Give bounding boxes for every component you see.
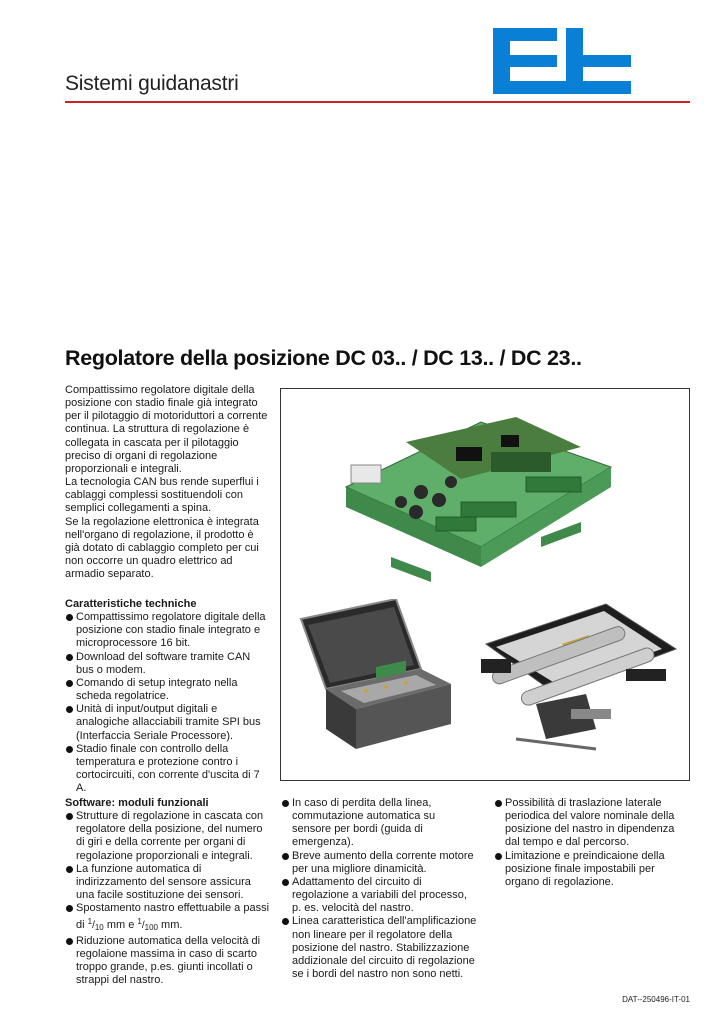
list-item: Adattamento del circuito di regolazione a variabili del processo, p. es. velocità del nastro. bbox=[281, 876, 477, 915]
software-modules-col3 bbox=[494, 797, 690, 889]
list-item: Comando di setup integrato nella scheda regolatrice. bbox=[65, 677, 271, 703]
list-item: Stadio finale con controllo della temperatura e protezione contro i cortocircuiti, con corrente d'uscita di 7 A. bbox=[65, 743, 271, 796]
bullet-icon bbox=[66, 654, 73, 661]
list-item: Compattissimo regolatore digitale della posizione con stadio finale integrato e microprocessore 16 bit. bbox=[65, 611, 271, 650]
list-item: Possibilità di traslazione laterale periodica del valore nominale della posizione del nastro in dipendenza dal tempo e dal percorso. bbox=[494, 797, 690, 850]
list-item: Spostamento nastro effettuabile a passi di $^1/_{10}$ mm e $^1/_{100}$ mm. bbox=[65, 902, 271, 934]
technical-features-heading: Caratteristiche techniche bbox=[65, 598, 197, 610]
intro-paragraph: Compattissimo regolatore digitale della posizione con stadio finale già integrato per il pilotaggio di motoriduttori a corrente continua. La struttura di regolazione è collegata in cascata per il pilotaggio preciso di organi di regolazione proporzionali e integrali. bbox=[65, 384, 268, 475]
technical-features bbox=[65, 598, 271, 795]
controller-board-image bbox=[341, 407, 616, 582]
fraction-hundredth: $^1/_{100}$ bbox=[137, 917, 158, 933]
roller-guide-image bbox=[476, 599, 681, 759]
list-item: Download del software tramite CAN bus o modem. bbox=[65, 651, 271, 677]
section-title: Sistemi guidanastri bbox=[65, 72, 239, 95]
company-logo bbox=[493, 28, 631, 94]
list-item: Linea caratteristica dell'amplificazione non lineare per il regolatore della posizione del nastro. Stabilizzazione addizionale del circuito di regolazione se i bordi del nastro non sono netti. bbox=[281, 915, 477, 981]
software-modules-heading: Software: moduli funzionali bbox=[65, 797, 209, 809]
intro-paragraph: Se la regolazione elettronica è integrata nell'organo di regolazione, il prodotto è già dotato di cablaggio completo per cui non occorre un quadro elettrico ad armadio separato. bbox=[65, 515, 259, 581]
list-item: Breve aumento della corrente motore per una migliore dinamicità. bbox=[281, 850, 477, 876]
intro-text bbox=[65, 384, 271, 581]
product-photos bbox=[280, 388, 690, 781]
list-item: In caso di perdita della linea, commutazione automatica su sensore per bordi (guida di emergenza). bbox=[281, 797, 477, 850]
bullet-icon bbox=[66, 813, 73, 820]
product-title: Regolatore della posizione DC 03.. / DC 13.. / DC 23.. bbox=[65, 346, 582, 370]
header-rule bbox=[65, 101, 690, 103]
fraction-tenth: $^1/_{10}$ bbox=[87, 917, 104, 933]
bullet-icon bbox=[66, 746, 73, 753]
bullet-icon bbox=[282, 853, 289, 860]
bullet-icon bbox=[282, 879, 289, 886]
list-item: La funzione automatica di indirizzamento del sensore assicura una facile sostituzione dei sensori. bbox=[65, 863, 271, 902]
list-item: Limitazione e preindicaione della posizione finale impostabili per organo di regolazione. bbox=[494, 850, 690, 889]
bullet-icon bbox=[282, 800, 289, 807]
list-item: Riduzione automatica della velocità di regolaione massima in caso di scarto troppo grande, p.es. giunti incollati o strappi del nastro. bbox=[65, 935, 271, 988]
bullet-icon bbox=[66, 905, 73, 912]
bullet-icon bbox=[66, 614, 73, 621]
software-modules-col2 bbox=[281, 797, 477, 981]
technical-features-list bbox=[65, 611, 271, 795]
bullet-icon bbox=[282, 918, 289, 925]
list-item: Unità di input/output digitali e analogiche allacciabili tramite SPI bus (Interfaccia Seriale Processore). bbox=[65, 703, 271, 742]
intro-paragraph: La tecnologia CAN bus rende superflui i cablaggi complessi sostituendoli con semplici collegamenti a spina. bbox=[65, 476, 259, 515]
bullet-icon bbox=[495, 800, 502, 807]
document-code: DAT--250496-IT-01 bbox=[622, 995, 690, 1004]
software-modules-col1 bbox=[65, 797, 271, 987]
list-item: Strutture di regolazione in cascata con regolatore della posizione, del numero di giri e della corrente per organi di regolazione proporzionali e integrali. bbox=[65, 810, 271, 863]
bullet-icon bbox=[66, 938, 73, 945]
bullet-icon bbox=[66, 680, 73, 687]
bullet-icon bbox=[495, 853, 502, 860]
enclosure-image bbox=[296, 599, 456, 754]
software-modules-list bbox=[65, 810, 271, 987]
bullet-icon bbox=[66, 706, 73, 713]
bullet-icon bbox=[66, 866, 73, 873]
